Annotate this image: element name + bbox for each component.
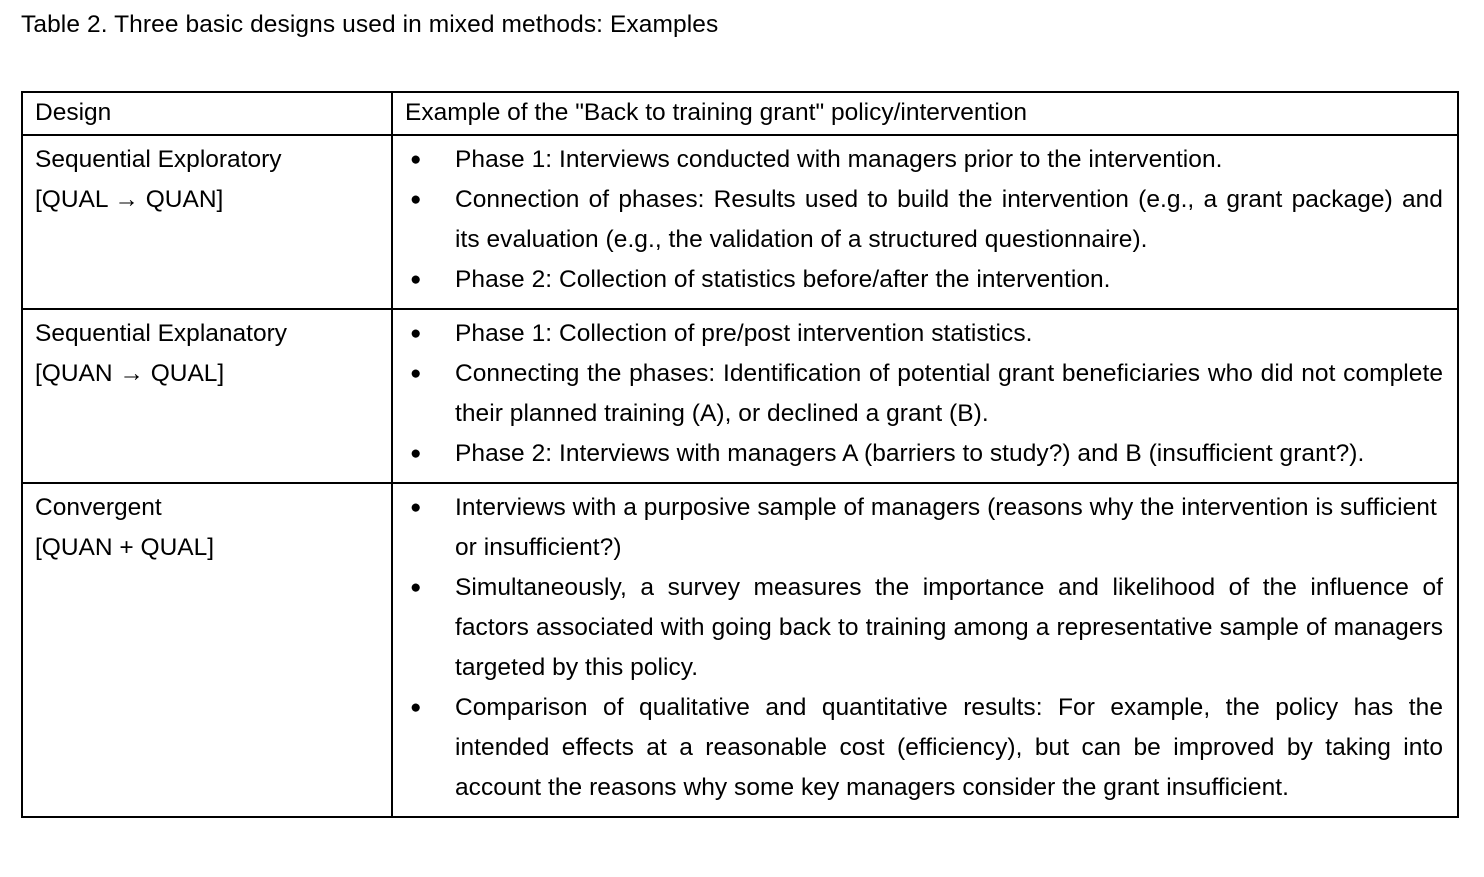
bullet-list [393,484,1457,816]
bullet-icon: ● [410,363,422,384]
bullet-icon: ● [410,269,422,290]
bullet-icon: ● [410,577,422,598]
list-item-text: Comparison of qualitative and quantitative results: For example, the policy has the intended effects at a reasonable cost (efficiency), but can be improved by taking into account the reasons why some key managers consider the grant insufficient. [455,694,1443,801]
design-code: [QUAL → QUAN] [35,186,224,213]
example-cell [392,135,1458,309]
bullet-icon: ● [410,189,422,210]
bullet-icon: ● [410,443,422,464]
column-header-design: Design [35,99,112,126]
table-body [22,92,1458,817]
list-item [393,314,1443,354]
list-item-text: Simultaneously, a survey measures the importance and likelihood of the influence of factors associated with going back to training among a representative sample of managers targeted by this policy. [455,574,1443,681]
bullet-icon: ● [410,697,422,718]
list-item [393,488,1443,568]
list-item [393,688,1443,808]
list-item [393,260,1443,300]
design-name: Sequential Exploratory [35,146,282,173]
header-cell-design [22,92,392,135]
design-code: [QUAN + QUAL] [35,534,215,561]
list-item [393,568,1443,688]
bullet-list [393,136,1457,308]
design-cell [22,135,392,309]
design-cell [22,309,392,483]
table-caption: Table 2. Three basic designs used in mixed methods: Examples [21,11,719,38]
design-code: [QUAN → QUAL] [35,360,225,387]
design-name: Sequential Explanatory [35,320,287,347]
design-cell [22,483,392,817]
table-row [22,135,1458,309]
list-item-text: Phase 1: Collection of pre/post intervention statistics. [455,320,1033,347]
table-row [22,483,1458,817]
list-item-text: Interviews with a purposive sample of managers (reasons why the intervention is sufficient or insufficient?) [455,494,1437,561]
header-cell-example [392,92,1458,135]
list-item [393,180,1443,260]
table-header-row [22,92,1458,135]
column-header-example: Example of the "Back to training grant" policy/intervention [405,99,1028,126]
list-item-text: Phase 1: Interviews conducted with managers prior to the intervention. [455,146,1223,173]
bullet-list [393,310,1457,482]
design-name: Convergent [35,494,162,521]
table-row [22,309,1458,483]
list-item [393,140,1443,180]
list-item [393,354,1443,434]
list-item-text: Connecting the phases: Identification of potential grant beneficiaries who did not complete their planned training (A), or declined a grant (B). [455,360,1443,427]
list-item-text: Phase 2: Collection of statistics before/after the intervention. [455,266,1111,293]
bullet-icon: ● [410,497,422,518]
bullet-icon: ● [410,149,422,170]
mixed-methods-table [21,91,1459,818]
example-cell [392,309,1458,483]
bullet-icon: ● [410,323,422,344]
example-cell [392,483,1458,817]
list-item-text: Connection of phases: Results used to build the intervention (e.g., a grant package) and its evaluation (e.g., the validation of a structured questionnaire). [455,186,1443,253]
list-item-text: Phase 2: Interviews with managers A (barriers to study?) and B (insufficient grant?). [455,440,1365,467]
list-item [393,434,1443,474]
